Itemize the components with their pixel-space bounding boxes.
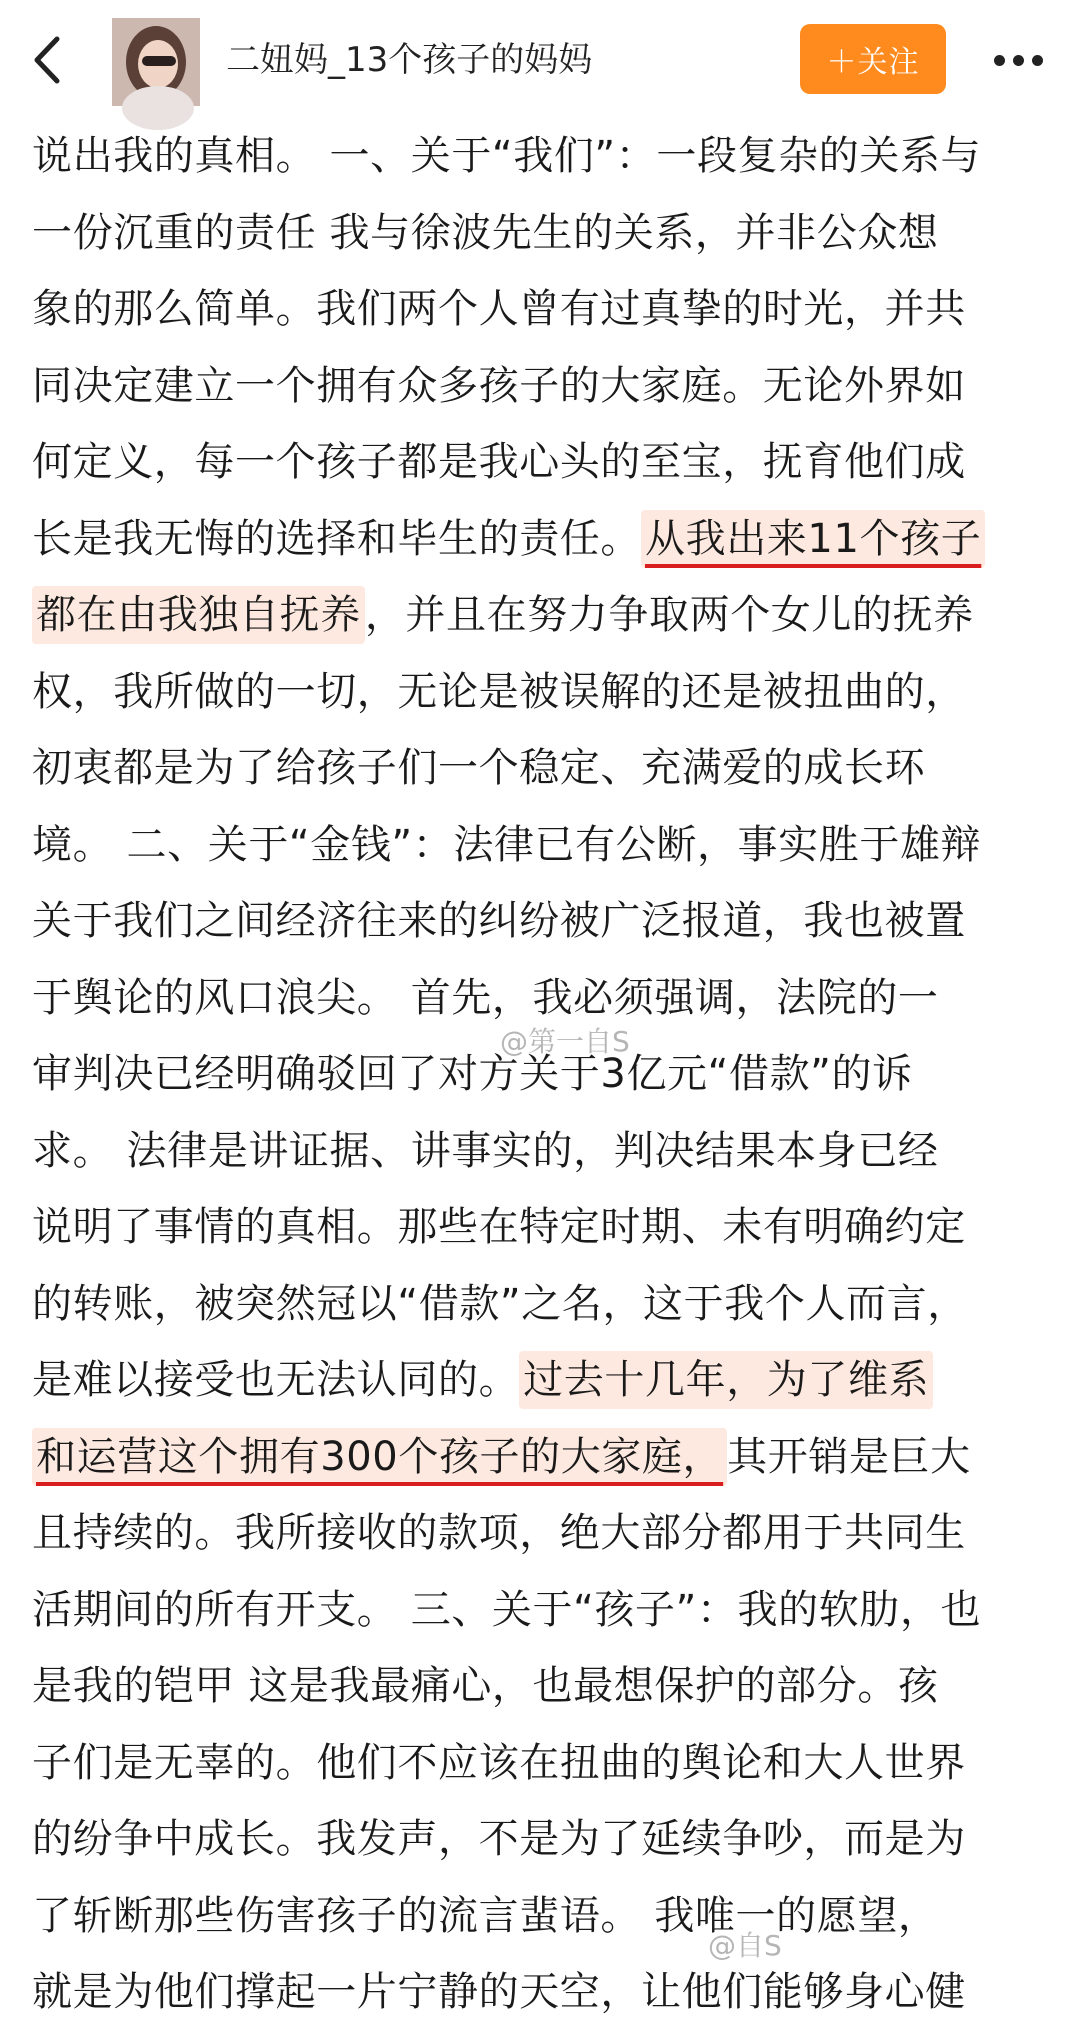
article-line: 且持续的。我所接收的款项，绝大部分都用于共同生	[32, 1510, 966, 1556]
account-name[interactable]: 二妞妈_13个孩子的妈妈	[226, 40, 593, 80]
article-line: 一份沉重的责任 我与徐波先生的关系，并非公众想	[32, 209, 939, 256]
article-line	[32, 1419, 1056, 1496]
article-line: 子们是无辜的。他们不应该在扭曲的舆论和大人世界	[32, 1739, 966, 1786]
article-line: 的转账，被突然冠以“借款”之名，这于我个人而言，	[32, 1280, 968, 1327]
back-button[interactable]	[18, 24, 78, 96]
more-options-button[interactable]	[978, 34, 1058, 86]
article-line: 何定义，每一个孩子都是我心头的至宝，抚育他们成	[32, 439, 966, 485]
article-line: 于舆论的风口浪尖。 首先，我必须强调，法院的一	[32, 974, 939, 1021]
watermark: @第一自S	[500, 1025, 630, 1058]
article-line: 同决定建立一个拥有众多孩子的大家庭。无论外界如	[32, 362, 966, 409]
avatar-image	[112, 18, 200, 106]
article-line: 是我的铠甲 这是我最痛心，也最想保护的部分。孩	[32, 1663, 939, 1709]
article-text: 长是我无悔的选择和毕生的责任。	[32, 515, 641, 562]
article-line: 境。 二、关于“金钱”：法律已有公断，事实胜于雄辩	[32, 821, 982, 868]
article-line: 象的那么简单。我们两个人曾有过真挚的时光，并共	[32, 286, 966, 332]
article-line: 了斩断那些伤害孩子的流言蜚语。 我唯一的愿望，	[32, 1892, 939, 1939]
article-line	[32, 1342, 1056, 1419]
article-text: 其开销是巨大	[727, 1433, 971, 1480]
watermark: @自S	[708, 1929, 782, 1962]
article-line: 关于我们之间经济往来的纠纷被广泛报道，我也被置	[32, 898, 966, 944]
top-bar	[0, 0, 1080, 120]
article-line: 初衷都是为了给孩子们一个稳定、充满爱的成长环	[32, 745, 926, 791]
article-text: 是难以接受也无法认同的。	[32, 1357, 520, 1403]
article-line: 审判决已经明确驳回了对方关于3亿元“借款”的诉	[32, 1051, 913, 1097]
article-text: ，并且在努力争取两个女儿的抚养	[364, 592, 974, 638]
more-dot	[994, 55, 1005, 66]
avatar[interactable]	[112, 18, 200, 106]
article-line: 权，我所做的一切，无论是被误解的还是被扭曲的，	[32, 668, 966, 715]
highlighted-text: 过去十几年，为了维系	[519, 1351, 933, 1409]
article-line: 求。 法律是讲证据、讲事实的，判决结果本身已经	[32, 1127, 939, 1174]
article-line: 的纷争中成长。我发声，不是为了延续争吵，而是为	[32, 1816, 966, 1862]
article-line: 就是为他们撑起一片宁静的天空，让他们能够身心健	[32, 1969, 966, 2015]
article-line: 说出我的真相。 一、关于“我们”：一段复杂的关系与	[32, 133, 982, 179]
follow-button[interactable]: ＋关注	[800, 24, 946, 94]
article-body	[32, 118, 1056, 2031]
more-dot	[1013, 55, 1024, 66]
article-line: 活期间的所有开支。 三、关于“孩子”：我的软肋，也	[32, 1586, 982, 1633]
chevron-left-icon	[31, 35, 65, 85]
article-line	[32, 501, 1056, 578]
article-line: 说明了事情的真相。那些在特定时期、未有明确约定	[32, 1204, 966, 1250]
more-dot	[1032, 55, 1043, 66]
article-line	[32, 577, 1056, 654]
highlighted-text: 和运营这个拥有300个孩子的大家庭，	[32, 1428, 727, 1486]
highlighted-text: 从我出来11个孩子	[641, 510, 985, 568]
highlighted-text: 都在由我独自抚养	[32, 586, 365, 644]
